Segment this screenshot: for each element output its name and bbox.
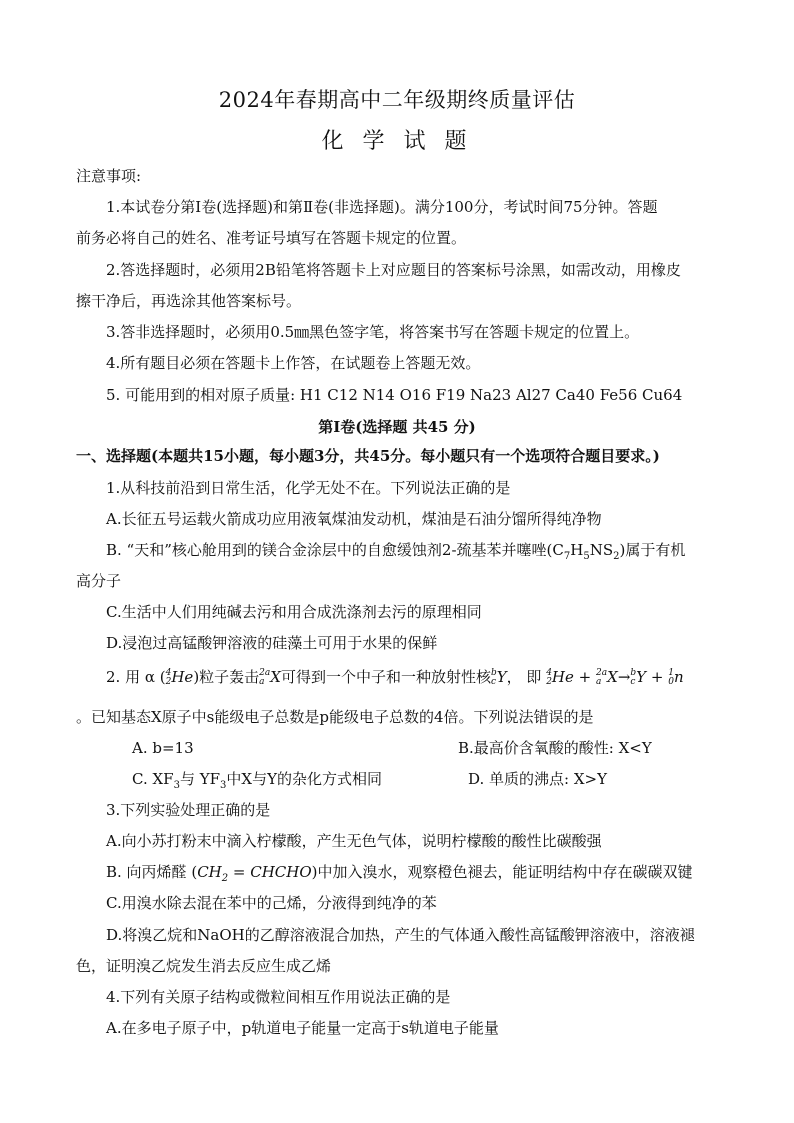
y-nuclide: b c (490, 668, 497, 687)
question-4-option-a: A.在多电子原子中，p轨道电子能量一定高于s轨道电子能量 (106, 1019, 499, 1037)
helium-nuclide: 4 2 (165, 668, 172, 687)
notice-item-3: 3.答非选择题时，必须用0.5㎜黑色签字笔，将答案书写在答题卡规定的位置上。 (106, 323, 640, 341)
notice-item-1-line-2: 前务必将自己的姓名、准考证号填写在答题卡规定的位置。 (76, 229, 467, 247)
notice-item-5: 5. 可能用到的相对原子质量: H1 C12 N14 O16 F19 Na23 Al27 Ca40 Fe56 Cu64 (106, 386, 683, 404)
reaction-arrow: → (617, 668, 631, 686)
question-2-option-b: B.最高价含氧酸的酸性: X<Y (458, 739, 652, 757)
question-1-option-d: D.浸泡过高锰酸钾溶液的硅藻土可用于水果的保鲜 (106, 634, 438, 652)
notice-item-4: 4.所有题目必须在答题卡上作答，在试题卷上答题无效。 (106, 354, 481, 372)
exam-title: 2024年春期高中二年级期终质量评估 (218, 88, 576, 112)
notice-heading: 注意事项: (76, 167, 142, 185)
question-4-stem: 4.下列有关原子结构或微粒间相互作用说法正确的是 (106, 988, 451, 1006)
section-1-instruction: 一、选择题(本题共15小题，每小题3分，共45分。每小题只有一个选项符合题目要求。) (76, 447, 660, 465)
question-2-stem-line-2: 。已知基态X原子中s能级电子总数是p能级电子总数的4倍。下列说法错误的是 (76, 708, 594, 726)
notice-item-2-line-2: 擦干净后，再选涂其他答案标号。 (76, 292, 302, 310)
question-3-option-d-line-2: 色，证明溴乙烷发生消去反应生成乙烯 (76, 957, 332, 975)
section-1-heading: 第Ⅰ卷(选择题 共45 分) (318, 418, 476, 436)
question-2-option-d: D. 单质的沸点: X>Y (468, 770, 607, 788)
question-2-stem-line-1: 2. 用 α ( 4 2 He)粒子轰击 2a a X可得到一个中子和一种放射性核 b c Y， 即 4 2 He + 2a a X→ b c Y + 1 0 n (106, 668, 684, 687)
question-3-option-a: A.向小苏打粉末中滴入柠檬酸，产生无色气体，说明柠檬酸的酸性比碳酸强 (106, 832, 602, 850)
question-1-stem: 1.从科技前沿到日常生活，化学无处不在。下列说法正确的是 (106, 479, 511, 497)
question-3-stem: 3.下列实验处理正确的是 (106, 801, 271, 819)
question-2-option-c: C. $XF_3$与 $YF_3$中X与Y的杂化方式相同 (132, 770, 383, 791)
question-3-option-b: B. 向丙烯醛 ($CH_2$ = CHCHO)中加入溴水，观察橙色褪去，能证明结构中存在碳碳双键 (106, 863, 693, 884)
question-1-option-a: A.长征五号运载火箭成功应用液氧煤油发动机，煤油是石油分馏所得纯净物 (106, 510, 602, 528)
notice-item-1-line-1: 1.本试卷分第Ⅰ卷(选择题)和第Ⅱ卷(非选择题)。满分100分，考试时间75分钟。答题 (106, 198, 658, 216)
question-3-option-d-line-1: D.将溴乙烷和NaOH的乙醇溶液混合加热，产生的气体通入酸性高锰酸钾溶液中，溶液褪 (106, 926, 695, 944)
neutron: 1 0 (668, 668, 674, 687)
question-1-option-b-line-2: 高分子 (76, 572, 122, 590)
notice-item-2-line-1: 2.答选择题时，必须用2B铅笔将答题卡上对应题目的答案标号涂黑，如需改动，用橡皮 (106, 261, 681, 279)
question-3-option-c: C.用溴水除去混在苯中的己烯，分液得到纯净的苯 (106, 894, 437, 912)
question-1-option-c: C.生活中人们用纯碱去污和用合成洗涤剂去污的原理相同 (106, 603, 482, 621)
question-1-option-b-line-1: B. “天和”核心舱用到的镁合金涂层中的自愈缓蚀剂2-巯基苯并噻唑$(C_7H_5NS_2)$属于有机 (106, 541, 686, 562)
question-2-option-a: A. b=13 (132, 739, 194, 757)
x-nuclide: 2a a (259, 668, 271, 687)
exam-subtitle: 化 学 试 题 (321, 129, 473, 154)
